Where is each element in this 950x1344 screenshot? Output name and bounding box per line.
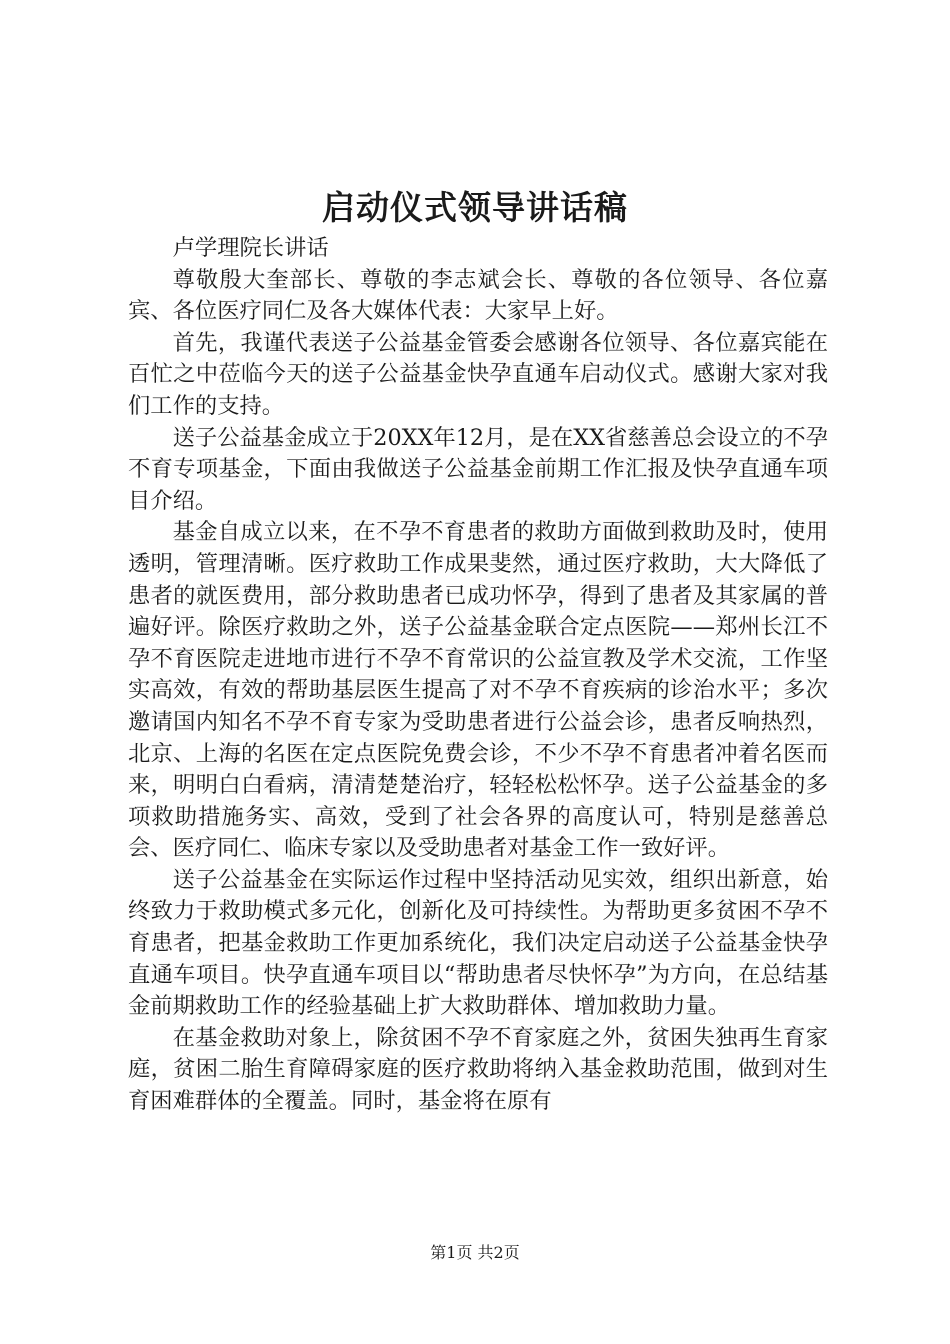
paragraph: 送子公益基金成立于20XX年12月，是在XX省慈善总会设立的不孕不育专项基金，下面由我做送子公益基金前期工作汇报及快孕直通车项目介绍。 — [128, 424, 828, 514]
document-title: 启动仪式领导讲话稿 — [322, 188, 628, 227]
paragraph: 在基金救助对象上，除贫困不孕不育家庭之外，贫困失独再生育家庭，贫困二胎生育障碍家庭的医疗救助将纳入基金救助范围，做到对生育困难群体的全覆盖。同时，基金将在原有 — [128, 1024, 828, 1115]
paragraph: 送子公益基金在实际运作过程中坚持活动见实效，组织出新意，始终致力于救助模式多元化，创新化及可持续性。为帮助更多贫困不孕不育患者，把基金救助工作更加系统化，我们决定启动送子公益基金快孕直通车项目。快孕直通车项目以“帮助患者尽快怀孕”为方向，在总结基金前期救助工作的经验基础上扩大救助群体、增加救助力量。 — [128, 866, 828, 1020]
document-body — [128, 233, 828, 1118]
paragraph: 卢学理院长讲话 — [172, 235, 329, 261]
page-number-footer: 第1页 共2页 — [430, 1243, 520, 1262]
paragraph: 首先，我谨代表送子公益基金管委会感谢各位领导、各位嘉宾能在百忙之中莅临今天的送子公益基金快孕直通车启动仪式。感谢大家对我们工作的支持。 — [128, 329, 828, 419]
paragraph: 尊敬殷大奎部长、尊敬的李志斌会长、尊敬的各位领导、各位嘉宾、各位医疗同仁及各大媒体代表：大家早上好。 — [128, 266, 828, 325]
paragraph: 基金自成立以来，在不孕不育患者的救助方面做到救助及时，使用透明，管理清晰。医疗救助工作成果斐然，通过医疗救助，大大降低了患者的就医费用，部分救助患者已成功怀孕，得到了患者及其家属的普遍好评。除医疗救助之外，送子公益基金联合定点医院——郑州长江不孕不育医院走进地市进行不孕不育常识的公益宣教及学术交流，工作坚实高效，有效的帮助基层医生提高了对不孕不育疾病的诊治水平；多次邀请国内知名不孕不育专家为受助患者进行公益会诊，患者反响热烈，北京、上海的名医在定点医院免费会诊，不少不孕不育患者冲着名医而来，明明白白看病，清清楚楚治疗，轻轻松松怀孕。送子公益基金的多项救助措施务实、高效，受到了社会各界的高度认可，特别是慈善总会、医疗同仁、临床专家以及受助患者对基金工作一致好评。 — [128, 519, 828, 862]
